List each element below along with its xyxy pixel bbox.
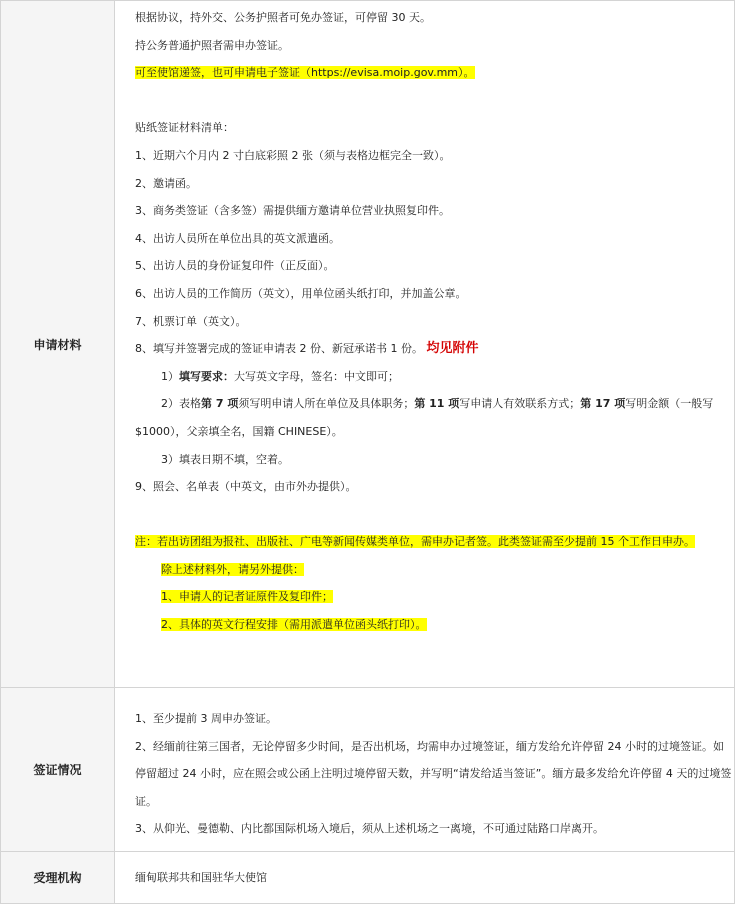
agency-content (115, 852, 735, 904)
intro-line-1: 根据协议，持外交、公务护照者可免办签证，可停留 30 天。 (135, 11, 431, 24)
sub-item-2-bold3: 第 17 项 (580, 397, 626, 411)
materials-row (1, 1, 735, 688)
list-item-3: 3、商务类签证（含多签）需提供缅方邀请单位营业执照复印件。 (135, 204, 450, 218)
journalist-extra-1: 1、申请人的记者证原件及复印件； (161, 590, 333, 604)
journalist-extra: 除上述材料外，请另外提供： (161, 562, 304, 576)
list-item-7: 7、机票订单（英文）。 (135, 314, 247, 328)
agency-value: 缅甸联邦共和国驻华大使馆 (135, 870, 267, 884)
sub-item-2-part2: 须写明申请人所在单位及具体职务； (238, 397, 415, 411)
materials-content (115, 1, 735, 688)
list-item-4: 4、出访人员所在单位出具的英文派遣函。 (135, 231, 340, 245)
journalist-note (135, 528, 734, 556)
agency-row (1, 852, 735, 904)
sub-item-2-part3: 写申请人有效联系方式； (459, 397, 581, 411)
sub-item-3: 3）填表日期不填，空着。 (161, 452, 289, 466)
sub-item-1 (135, 363, 734, 391)
sub-item-1-bold: 填写要求： (179, 369, 234, 383)
visa-info-row (1, 688, 735, 852)
evisa-note: 可至使馆递签，也可申请电子签证（https://evisa.moip.gov.mm）。 (135, 66, 475, 80)
visa-info-content (115, 688, 735, 852)
visa-info-3: 3、从仰光、曼德勒、内比都国际机场入境后，须从上述机场之一离境，不可通过陆路口岸离开。 (135, 822, 604, 836)
list-item-6: 6、出访人员的工作简历（英文），用单位函头纸打印，并加盖公章。 (135, 286, 467, 300)
sub-item-2-part4: 写明金额（一般写$1000），父亲填全名，国籍 CHINESE）。 (135, 397, 714, 438)
sub-item-2 (135, 390, 734, 445)
intro-line-2: 持公务普通护照者需申办签证。 (135, 38, 289, 52)
attachment-note: 均见附件 (426, 341, 479, 357)
visa-info-label: 签证情况 (1, 688, 115, 852)
list-item-5: 5、出访人员的身份证复印件（正反面）。 (135, 259, 335, 273)
materials-label: 申请材料 (1, 1, 115, 688)
list-item-2: 2、邀请函。 (135, 176, 197, 190)
visa-info-1: 1、至少提前 3 周申办签证。 (135, 712, 277, 725)
sub-item-2-bold2: 第 11 项 (414, 397, 460, 411)
sub-item-1-prefix: 1） (161, 369, 179, 383)
list-item-9: 9、照会、名单表（中英文，由市外办提供）。 (135, 480, 357, 494)
agency-label: 受理机构 (1, 852, 115, 904)
list-item-1: 1、近期六个月内 2 寸白底彩照 2 张（须与表格边框完全一致）。 (135, 148, 451, 162)
journalist-extra-2: 2、具体的英文行程安排（需用派遣单位函头纸打印）。 (161, 618, 427, 632)
sub-item-1-text: 大写英文字母，签名：中文即可； (234, 369, 399, 383)
sub-item-2-part1: 2）表格 (161, 397, 201, 411)
list-item-8 (135, 335, 734, 363)
list-item-8-text: 8、填写并签署完成的签证申请表 2 份、新冠承诺书 1 份。 (135, 342, 423, 356)
sub-item-2-bold1: 第 7 项 (201, 397, 239, 411)
journalist-note-text: 注：若出访团组为报社、出版社、广电等新闻传媒类单位，需申办记者签。此类签证需至少提前 15 个工作日申办。 (135, 535, 695, 549)
visa-info-2: 2、经缅前往第三国者，无论停留多少时间，是否出机场，均需申办过境签证，缅方发给允许停留 24 小时的过境签证。如停留超过 24 小时，应在照会或公函上注明过境停留天数，并写明“请发给适当签证”。缅方最多发给允许停留 4 天的过境签证。 (135, 739, 732, 808)
list-title: 贴纸签证材料清单： (135, 121, 234, 135)
